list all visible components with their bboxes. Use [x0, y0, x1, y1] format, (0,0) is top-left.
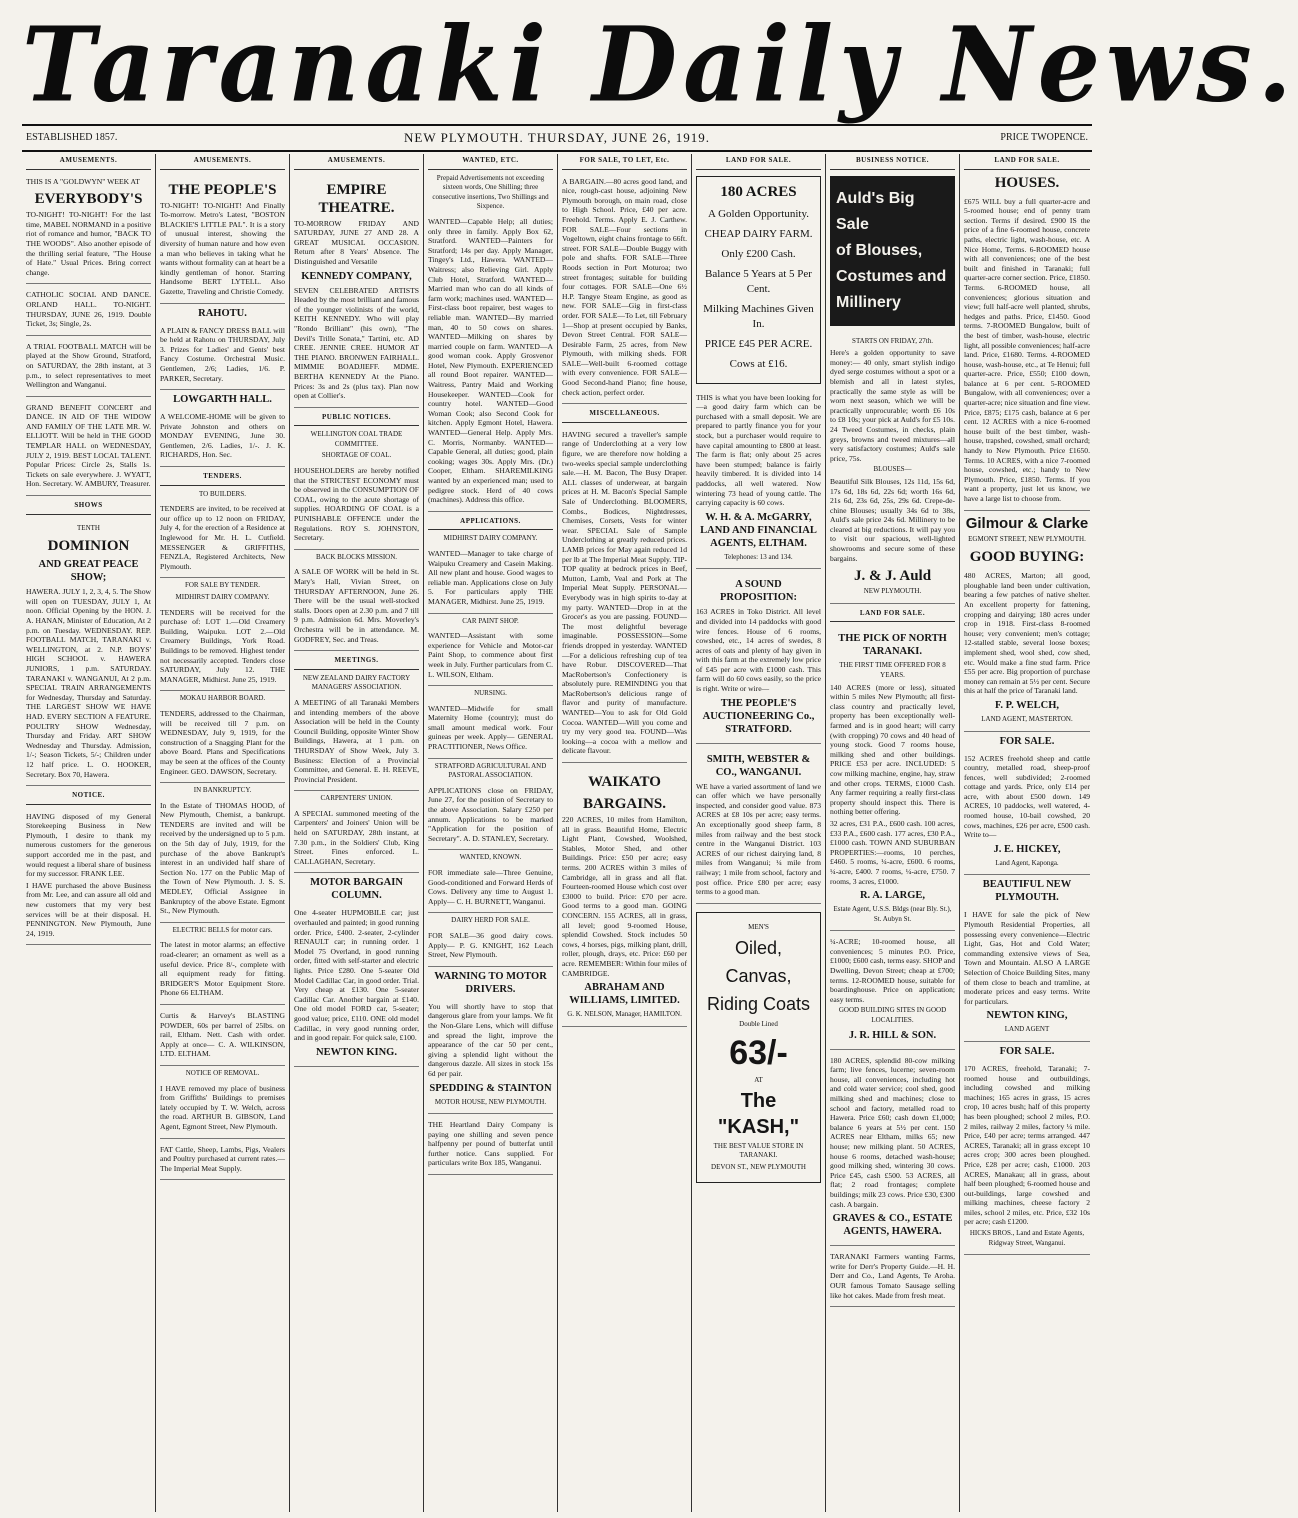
coal-ad	[294, 463, 419, 550]
spedding-title: SPEDDING & STAINTON	[429, 1082, 552, 1094]
estate-text: Estate Agent, U.S.S. Bldgs (near Bly. St.), St. Aubyn St.	[833, 905, 952, 923]
column-7	[826, 154, 960, 1512]
ad-text: I HAVE for sale the pick of New Plymouth Residential Properties, all possessing every convenience—Electric Light, Gas, Hot and Cold Water; commanding extensive views of Sea, Town and Mountain. ALSO A LARGE Selection of Choice Building Sites, many of them close to beach and tramline, at moderate prices and easy terms. Write for particulars.	[964, 910, 1090, 1006]
notice-ad	[26, 809, 151, 946]
column-5	[558, 154, 692, 1512]
newton-king-title: NEWTON KING,	[986, 1010, 1068, 1022]
pick-north-ad	[830, 626, 955, 931]
ad-text: CATHOLIC SOCIAL AND DANCE. ORLAND HALL. TO-NIGHT. THURSDAY, JUNE 26, 1919. Double Ticket, 3s; Single, 2s.	[26, 290, 151, 329]
carpenters-ad	[294, 806, 419, 874]
section-header: TENDERS.	[160, 470, 285, 486]
milking-text: Milking Machines Given In.	[703, 302, 814, 330]
herds-ad	[428, 865, 553, 913]
section-title: STRATFORD AGRICULTURAL AND PASTORAL ASSOCIATION.	[434, 761, 547, 780]
double-text: Double Lined	[739, 1020, 778, 1029]
ad-text: FOR immediate sale—Three Genuine, Good-conditioned and Forward Herds of Cows. Delivery any time to August 1. Apply— C. H. BURNETT, Wanganui.	[428, 868, 553, 906]
dominion-title: DOMINION	[47, 538, 130, 555]
peoples-title: THE PEOPLE'S	[168, 181, 277, 198]
heartland-ad	[428, 1117, 553, 1175]
column-8	[960, 154, 1094, 1512]
ad-text: A TRIAL FOOTBALL MATCH will be played at the Show Ground, Stratford, on SATURDAY, the 28th instant, at 3 p.m., to select representatives to meet Wellington and Wanganui.	[26, 341, 151, 390]
cheap-text: CHEAP DAIRY FARM.	[704, 227, 813, 240]
hicks-text: HICKS BROS., Land and Estate Agents, Ridgway Street, Wanganui.	[969, 1229, 1085, 1247]
ad-text: 140 ACRES (more or less), situated within 5 miles New Plymouth; all first-class country and practically level, property has been exceptionally well-farmed and is in good heart; will carry (with cropping) 70 cows and 40 head of young stock. Good 7 rooms house, milking shed and other buildings. PRICE £53 per acre. INCLUDED: 5 cow milking machine, engine, hay, straw and other crops. TERMS, £1000 Cash. Any farmer requiring a really first-class property should inspect this. There is nothing better offering.	[830, 682, 955, 817]
column-6	[692, 154, 826, 1512]
ad-text: In the Estate of THOMAS HOOD, of New Plymouth, Chemist, a bankrupt. TENDERS are invited and will be received by the undersigned up to 5 p.m. on the 5th day of July, 1919, for the purchase of the above Bankrupt's interest in an undivided half share of Section No. 177 on the Public Map of the Town of New Plymouth. J. S. S. MEDLEY, Official Assignee in Bankruptcy of the above Estate. Egmont St., New Plymouth.	[160, 800, 285, 916]
dateline	[22, 128, 1092, 148]
oiled-text: Oiled,	[734, 938, 783, 959]
column-4	[424, 154, 558, 1512]
for-sale-list	[562, 174, 687, 405]
ad-text: TO-NIGHT! TO-NIGHT! For the last time, MABEL NORMAND in a positive riot of romance and humor, "BACK TO THE WOODS". Also another episode of the thrilling serial feature, "The House of Hate." Usual Prices. Bring correct change.	[26, 210, 151, 277]
np-text: NEW PLYMOUTH.	[863, 587, 922, 596]
section-title: IN BANKRUPTCY.	[193, 786, 252, 795]
section-title: NURSING.	[474, 689, 507, 698]
ad-text: 170 ACRES, freehold, Taranaki; 7-roomed house and outbuildings, including cowshed and milking machines; 165 acres in grass, 15 acres crop, 10 acres bush; half of this property has been ploughed; school 2 miles, P.O. 2 miles, railway 2 miles, factory ¼ mile. Price, £40 per acre; terms arranged. 447 ACRES, Taranaki; all in grass except 10 acres crop; 300 acres been ploughed. Price, £28 per acre; cash, £1000. 203 ACRES, Manakau; all in grass, about half been ploughed; 6-roomed house and out-buildings, large cowshed and milking machines, cheese factory 2 miles, school 2 miles, etc. Price, £32 10s per acre; cash £1200.	[964, 1063, 1090, 1227]
abraham-title: ABRAHAM AND WILLIAMS, LIMITED.	[569, 982, 680, 1007]
midhirst-manager-ad	[428, 546, 553, 614]
welch-title: F. P. WELCH,	[994, 699, 1060, 711]
egmont-text: EGMONT STREET, NEW PLYMOUTH.	[968, 534, 1086, 543]
ad-text: FAT Cattle, Sheep, Lambs, Pigs, Vealers and Poultry purchased at current rates.—The Imperial Meat Supply.	[160, 1144, 285, 1173]
ad-text: TENDERS, addressed to the Chairman, will be received till 7 p.m. on WEDNESDAY, July 9, 1919, for the construction of a Snagging Plant for the above Board. Plans and Specifications may be seen at the offices of the County Engineer. GEO. DAWSON, Secretary.	[160, 708, 285, 776]
established-text: ESTABLISHED 1857.	[26, 132, 118, 143]
ad-text: A PLAIN & FANCY DRESS BALL will be held at Rahotu on THURSDAY, July 3. Prizes for Ladies' and Gents' best Fancy Costume. Orchestral Music. Gentlemen, 2/6; Ladies, 1/6. P. PARKER, Secretary.	[160, 325, 285, 383]
balance-text: Balance 5 Years at 5 Per Cent.	[705, 267, 812, 295]
mens-text: MEN'S	[748, 922, 769, 931]
large-title: R. A. LARGE,	[859, 890, 926, 902]
banner-line: of Blouses,	[836, 241, 923, 259]
peoples-ad	[160, 174, 285, 304]
column-3	[290, 154, 424, 1512]
kash-title: The "KASH,"	[717, 1089, 800, 1138]
gilmour-title: Gilmour & Clarke	[965, 514, 1089, 532]
ad-text: HAVING disposed of my General Storekeeping Business in New Plymouth, I desire to thank my numerous customers for the generous support accorded me in the past, and would request a liberal share of business for my successor. FRANK LEE.	[26, 811, 151, 879]
section-header: NOTICE.	[26, 789, 151, 805]
section-header: SHOWS	[26, 499, 151, 515]
misc-list	[562, 427, 687, 763]
banner-line: Auld's Big Sale	[836, 189, 915, 233]
blasting-ad	[160, 1008, 285, 1066]
acres-box	[696, 176, 821, 384]
section-title: MOKAU HARBOR BOARD.	[179, 694, 266, 703]
building-sites-text: GOOD BUILDING SITES IN GOOD LOCALITIES.	[838, 1006, 947, 1025]
auld-sale-banner	[830, 176, 955, 326]
builders-ad	[160, 501, 285, 578]
section-header: MISCELLANEOUS.	[562, 407, 687, 423]
section-title: MIDHIRST DAIRY COMPANY.	[443, 534, 538, 543]
mission-ad	[294, 564, 419, 651]
paint-shop-ad	[428, 628, 553, 686]
ad-text: A SPECIAL summoned meeting of the Carpenters' and Joiners' Union will be held on SATURDAY, 28th instant, at 7.30 p.m., in the Soldiers' Club, King Street. Fines enforced. L. CALLAGHAN, Secretary.	[294, 808, 419, 866]
section-title: DAIRY HERD FOR SALE.	[451, 916, 530, 925]
ad-text: APPLICATIONS close on FRIDAY, June 27, for the position of Secretary to the above Association. Salary £250 per annum. Applications to be marked "Application for the position of Secretary". A. D. STANLEY, Secretary.	[428, 785, 553, 843]
canvas-text: Canvas,	[725, 966, 792, 987]
manager-text: G. K. NELSON, Manager, HAMILTON.	[567, 1010, 682, 1019]
ad-text: 480 ACRES, Marton; all good, ploughable land been under cultivation, bearing a few patches of native shelter. An excellent property for fattening, cropping and dairying; 180 acres under crop in 1918. First-class 8-roomed house; very convenient; men's cottage; 12-stalled stable, several loose boxes; implement shed, wool shed, cow shed, etc. Would make a fine stud farm. Price £55 per acre. Big proportion of purchase money can remain at 5½ per cent. Secure this at half the price of Taranaki land.	[964, 571, 1090, 696]
section-title: ELECTRIC BELLS for motor cars.	[172, 925, 273, 934]
benefit-concert-ad	[26, 400, 151, 496]
riding-text: Riding Coats	[706, 994, 811, 1015]
graves-ad	[830, 1053, 955, 1247]
ad-text: THIS is what you have been looking for—a good dairy farm which can be purchased with a small deposit. We are prepared to partly finance you for your stock, but a purchaser would require to have capital amounting to £800 at least. The farm is flat; only about 25 acres have been stumped; balance is fairly heavily timbered. It is divided into 14 paddocks, all well watered. Now wintering 73 head of young cattle. The carrying capacity is 60 cows.	[696, 392, 821, 508]
dairy-herd-ad	[428, 928, 553, 967]
ad-text: £675 WILL buy a full quarter-acre and 5-roomed house; end of penny tram section. Terms if desired. £900 IS the price of a fine 6-roomed house, concrete paths, electric light, wash-house, etc. A Nice Home, Terms. 6-ROOMED house with all conveniences; one of the best built and finished in Taranaki; full quarter-acre corner section. Price, £1850. Terms. 6-ROOMED house, all conveniences; glorious situation and view; full half-acre well planted, shrubs, hedges and paths. Price, £1450. Good terms. 7-ROOMED Bungalow, built of the best of timber, wash-house, electric light, all possible conveniences; half-acre land. Price, £1680. Terms. 4-ROOMED house, wash-house, etc., at Te Henui; full quarter-acre. Price, £550; £100 down, balance at 6 per cent. 5-ROOMED Bungalow, with all conveniences; over a quarter-acre; nice situation and fine view. Price, £875; £175 cash, balance at 6 per cent. 12 ACRES with a nice 6-roomed house built of the best timber, wash-house, trapshed, cowshed, small orchard; handy to New Plymouth. Price £1650. Terms. 10 ACRES, with a nice 7-roomed house, cowshed, etc.; handy to New Plymouth. Price, £1850. Terms. If you want a property, just let us know, we have a large list to choose from.	[964, 196, 1090, 503]
ad-text: ¼-ACRE; 10-roomed house, all conveniences; 5 minutes P.O. Price, £1000; £600 cash, terms easy. SHOP and Dwelling, Devon Street; cheap at £700; terms. 12-ROOMED house, suitable for boardinghouse. Price on application; easy terms.	[830, 937, 955, 1004]
everybodys-ad	[26, 174, 151, 285]
at-text: AT	[754, 1075, 763, 1084]
ad-text: 180 ACRES, splendid 80-cow milking farm; live fences, lucerne; seven-room house, all conveniences, including hot and cold water service; cool shed, good milking shed and machines; close to school and factory, metalled road to Hawera. Price £60; cash down £1,000; balance 6 years at 5½ per cent. 150 ACRES near Eltham, milks 65; new house; new milking plant. 50 ACRES, house 6 rooms, detached wash-house; good milking shed, wintering 30 cows. Price £45, cash £500. 53 ACRES, all flat; 2 road frontages; complete buildings; milk 23 cows. Price £30, £300 cash. A bargain.	[830, 1055, 955, 1209]
price-text: PRICE £45 PER ACRE.	[704, 337, 813, 350]
ad-text: I HAVE removed my place of business from Griffiths' Buildings to premises lately occupied by T. W. Welch, across the road. ARTHUR B. GIBSON, Land Agent, Egmont Street, New Plymouth.	[160, 1083, 285, 1131]
ad-text: TO-NIGHT! TO-NIGHT! And Finally To-morrow. Metro's Latest, "BOSTON BLACKIE'S LITTLE PAL". It is a story of unusual interest, showing the diversity of human nature and how even a man who believes in taking what he wants without formality can at heart be a kindly gentleman of honor. Starring Handsome BERT LYTELL. Also Gazette, Traveling and Christie Comedy.	[160, 200, 285, 296]
first-text: THE FIRST TIME OFFERED FOR 8 YEARS.	[839, 661, 946, 680]
ad-text: A SALE OF WORK will be held in St. Mary's Hall, Vivian Street, on THURSDAY AFTERNOON, June 26. There will be the usual well-stocked stalls. Doors open at 2.30 p.m. and 7 till 9 p.m. Admission 6d. Mrs. Moverley's Orchestra will be in attendance. M. GODFREY, Sec. and Treas.	[294, 567, 419, 644]
smith-webster-ad	[696, 747, 821, 904]
column-header: LAND FOR SALE.	[696, 154, 821, 170]
column-1	[22, 154, 156, 1512]
mcgarry-title: W. H. & A. McGARRY, LAND AND FINANCIAL AGENTS, ELTHAM.	[700, 511, 817, 549]
ad-text: WE have a varied assortment of land we can offer which we have personally inspected, and consider good value. 873 ACRES at £8 10s per acre; easy terms. An exceptionally good sheep farm, 8 miles from railway and the best stock centre in the Wanganui District. 103 ACRES of our richest dairying land, 8 miles from Wanganui; ¼ mile from railway; 1 mile from school, factory and post office. Price £80 per acre; easy terms to a good man.	[696, 781, 821, 897]
section-header: MEETINGS.	[294, 654, 419, 670]
cows-text: Cows at £16.	[729, 357, 788, 370]
bells-ad	[160, 937, 285, 1005]
mokau-ad	[160, 706, 285, 783]
ad-text: GRAND BENEFIT CONCERT and DANCE. IN AID OF THE WIDOW AND FAMILY OF THE LATE MR. W. ELLIOTT. Will be held in THE GOOD TEMPLAR HALL on WEDNESDAY, JULY 2, 1919. BEST LOCAL TALENT. Popular Prices: Circle 2s, Stalls 1s. Tickets on sale everywhere. J. WYATT, Hon. Secretary. W. AMBURY, Treasurer.	[26, 402, 151, 489]
motor-bargain-title: MOTOR BARGAIN COLUMN.	[310, 877, 403, 902]
good-buying-title: GOOD BUYING:	[969, 549, 1085, 566]
bankruptcy-ad	[160, 798, 285, 923]
column-header: BUSINESS NOTICE.	[830, 154, 955, 170]
hill-title: J. R. HILL & SON.	[848, 1029, 937, 1041]
section-title: FOR SALE BY TENDER.	[184, 581, 261, 590]
beautiful-ad	[964, 907, 1090, 1042]
derr-ad	[830, 1249, 955, 1307]
ad-text: HOUSEHOLDERS are hereby notified that the STRICTEST ECONOMY must be observed in the CONSUMPTION OF COAL, owing to the acute shortage of supplies. HOARDING OF COAL is a PUNISHABLE OFFENCE under the Regulations. ROY S. JOHNSTON, Secretary.	[294, 466, 419, 543]
land-agent-text: LAND AGENT	[1004, 1025, 1050, 1034]
ad-text: 163 ACRES in Toko District. All level and divided into 14 paddocks with good wire fences. House of 6 rooms, cowshed, etc., 14 acres of swedes, 8 acres of oats and plenty of hay given in with this farm at the extremely low price of £45 per acre with £1000 cash. This farm will do 60 cows easily, so the price is right. Write or wire—	[696, 607, 821, 694]
hickey-ad	[964, 751, 1090, 876]
dateline-rule	[22, 150, 1092, 152]
wanted-list	[428, 214, 553, 512]
banner-line: Costumes and	[836, 267, 947, 285]
ad-text: 152 ACRES freehold sheep and cattle country, metalled road, sheep-proof fences, well subdivided; 2-roomed cottage and yards. Price, only £14 per acre, with about £500 down. 149 ACRES, 10 paddocks, well watered, 4-roomed house, 10-bail cowshed, 20 cows, machines, £26 per acre, £500 cash. Write to—	[964, 753, 1090, 840]
devon-text: DEVON ST., NEW PLYMOUTH	[711, 1162, 806, 1171]
for-sale-title: FOR SALE.	[999, 1045, 1055, 1057]
banner-line: Millinery	[836, 293, 901, 311]
ad-text: HAVING secured a traveller's sample range of Underclothing at a very low figure, we are therefore now holding a two-weeks special sample underclothing sale.—H. M. Bacon, The Busy Draper. ALL classes of underwear, at bargain prices at H. M. Bacon's Special Sample Sale of Underclothing. BLOOMERS, Combs., Bodices, Nightdresses, Chemises, Corsets, Vests for winter wear. SPECIAL Sale of Sample Underclothing at greatly reduced prices. LAMB prices for May again reduced 1d per lb at The Imperial Meat Supply. TIP-TOP quality at bedrock prices in Beef, Mutton, Lamb, Veal and Pork at The Imperial Meat Supply. PERSONAL—Everybody was in high spirits to-day at my party. WANTED—Drop in at the Grocer's as you are passing. FOUND—The most delightful beverage imaginable. POSSESSION—Some friends dropped in yesterday. WANTED—For a delicious refreshing cup of tea have Robur. DISCOVERED—That MacRobertson's Confectionery is absolutely pure. REMINDING you that MacRobertson's delicious range of flavor and purity of manufacture. WANTED—You to ask for Old Gold Cocoa. WANTED—Will you come and try my very good tea. FOUND—Was looking—a cocoa with a mellow and delicate flavour.	[562, 429, 687, 756]
spedding-subtitle: MOTOR HOUSE, NEW PLYMOUTH.	[434, 1097, 547, 1106]
dairy-managers-ad	[294, 695, 419, 791]
rahotu-ad	[160, 323, 285, 391]
hill-ad	[830, 934, 955, 1049]
empire-title: EMPIRE THEATRE.	[318, 181, 395, 216]
acres-title: 180 ACRES	[720, 183, 797, 200]
midhirst-tender-ad	[160, 605, 285, 692]
ad-text: I HAVE purchased the above Business from Mr. Lee, and can assure all old and new customers that my very best services will be at their disposal. H. PENNINGTON. New Plymouth, June 24, 1919.	[26, 880, 151, 938]
masthead-title: Taranaki Daily News.	[22, 5, 1298, 126]
column-header: AMUSEMENTS.	[294, 154, 419, 170]
jj-auld-title: J. & J. Auld	[853, 568, 932, 585]
golden-text: A Golden Opportunity.	[707, 207, 810, 220]
marton-ad	[964, 568, 1090, 731]
section-title: LOWGARTH HALL.	[173, 394, 272, 406]
column-header: LAND FOR SALE.	[964, 154, 1090, 170]
section-title: TO BUILDERS.	[199, 489, 246, 498]
ad-text: A WELCOME-HOME will be given to Private Johnston and others on MONDAY EVENING, June 30. Gentlemen, 2/6. Ladies, 1/-. J. K. RICHARDS, Hon. Sec.	[160, 412, 285, 460]
ad-text: SEVEN CELEBRATED ARTISTS Headed by the most brilliant and famous of the younger violinists of the world, KEITH KENNEDY. Who will play "Rondo Brilliant" (his own), "The Devil's Trille Sonata," Tartini, etc. AD CREE. JENNIE CREE. HUMOR AT THE PIANO. BRONWEN FAIRHALL. MIMMIE BOADJIEFF. MDME. BERTHA KENNEDY At the Piano. Prices: 3s and 2s (plus tax). Plan now open at Collier's.	[294, 285, 419, 401]
section-title: NEW ZEALAND DAIRY FACTORY MANAGERS' ASSOCIATION.	[302, 673, 411, 692]
ad-text: THE Heartland Dairy Company is paying one shilling and seven pence halfpenny per pound of butterfat until further notice. Cans supplied. For particulars write Box 185, Wanganui.	[428, 1120, 553, 1168]
telephones-text: Telephones: 13 and 134.	[724, 552, 793, 561]
columns	[22, 154, 1094, 1512]
warning-title: WARNING TO MOTOR DRIVERS.	[434, 970, 547, 995]
hicks-ad	[964, 1061, 1090, 1255]
date-text: NEW PLYMOUTH. THURSDAY, JUNE 26, 1919.	[404, 130, 710, 145]
graves-title: GRAVES & CO., ESTATE AGENTS, HAWERA.	[832, 1213, 953, 1238]
fat-cattle-ad	[160, 1142, 285, 1181]
lowgarth-ad	[160, 409, 285, 467]
ad-text: THIS IS A "GOLDWYN" WEEK AT	[26, 176, 140, 186]
houses-title: HOUSES.	[994, 174, 1060, 191]
column-2	[156, 154, 290, 1512]
masthead-rule	[22, 124, 1092, 126]
section-title: CARPENTERS' UNION.	[320, 794, 393, 803]
motor-bargain-ad	[294, 905, 419, 1066]
ad-text: HAWERA. JULY 1, 2, 3, 4, 5. The Show will open on TUESDAY, JULY 1, At noon. Official Opening by the HON. J. A. HANAN, Minister of Education, At 2 p.m. on Tuesday. WEDNESDAY. REP. FOOTBALL MATCH, TARANAKI v. WELLINGTON, at 2. N.P. BOYS' HIGH SCHOOL v. HAWERA JUNIORS, 1 p.m. SATURDAY. TARANAKI v. WANGANUI, At 2 p.m. SPECIAL TRAIN ARRANGEMENTS for Wednesday, Thursday and Saturday. THE LARGEST SHOW WE HAVE HAD. EVERY SECTION A FEATURE. POULTRY SHOW Wednesday, Thursday and Friday. ART SHOW Wednesday and Thursday. Admission, 1/-; Season Tickets, 5/-; Children under 12 half price. L. O. HOOKER, Secretary. Box 70, Hawera.	[26, 587, 151, 779]
blouses-title: BLOUSES—	[873, 465, 912, 474]
section-header: LAND FOR SALE.	[830, 607, 955, 623]
starts-text: STARTS ON FRIDAY, 27th.	[852, 336, 933, 345]
hickey-subtitle: Land Agent, Kaponga.	[995, 858, 1059, 867]
ad-text: Here's a golden opportunity to save money:— 40 only, smart stylish indigo dyed serge costumes without a spot or a blemish and all in latest styles, practically the same style as will be worn next season, which we will be practically unprocurable; worth £6 10s to £8 10s; your pick at Auld's for £5 10s. 24 Tweed Costumes, in checks, plain greys, browns and tweed mixtures—all very satisfactory costumes; Auld's sale price, 75s.	[830, 348, 955, 463]
ad-text: TO-MORROW FRIDAY AND SATURDAY, JUNE 27 AND 28. A GREAT MUSICAL OCCASION. Return after 8 Years' Absence. The Distinguished and Versatile	[294, 218, 419, 266]
column-header: AMUSEMENTS.	[26, 154, 151, 170]
rates-text: Prepaid Advertisements not exceeding sixteen words, One Shilling; three consecutive insertions, Two Shillings and Sixpence.	[432, 173, 549, 211]
ad-text: FOR SALE—36 good dairy cows. Apply— P. G. KNIGHT, 162 Leach Street, New Plymouth.	[428, 930, 553, 960]
bargains-title: BARGAINS.	[583, 796, 666, 813]
coat-price: 63/-	[729, 1033, 788, 1072]
nursing-ad	[428, 701, 553, 759]
waikato-ad	[562, 766, 687, 1027]
waikato-title: WAIKATO	[588, 774, 661, 791]
ad-text: WANTED—Manager to take charge of Waipuku Creamery and Casein Making. All new plant and house. Good wages to reliable man. Applications close on July 5. For particulars apply THE MANAGER, Midhirst. June 25, 1919.	[428, 548, 553, 606]
section-title: MIDHIRST DAIRY COMPANY.	[175, 593, 270, 601]
auctioneering-title: THE PEOPLE'S AUCTIONEERING Co., STRATFORD.	[702, 697, 815, 735]
sound-title: A SOUND PROPOSITION:	[719, 579, 797, 604]
peace-show-ad	[26, 519, 151, 786]
ad-text: TARANAKI Farmers wanting Farms, write for Derr's Property Guide.—H. H. Derr and Co., Land Agents, Te Aroha. OUR famous Tomato Sausage selling like hot cakes. Made from fresh meat.	[830, 1252, 955, 1300]
ad-text: The latest in motor alarms; an effective road-clearer; an ornament as well as a useful device. Price 8/-, complete with all equipment ready for fitting. BRIDGER'S Motor Equipment Store. Phone 66 ELTHAM.	[160, 940, 285, 998]
football-ad	[26, 339, 151, 397]
ad-text: 32 acres, £31 P.A., £600 cash. 100 acres, £33 P.A., £600 cash. 177 acres, £30 P.A., £1000 cash. TOWN AND SUBURBAN PROPERTIES:—rooms, 10 perches, £460. 5 rooms, ¼-acre, £600. 6 rooms, ¼-acre, £400. 7 rooms, ¼-acre, £750. 7 rooms, 3 acres, £1000.	[830, 818, 955, 886]
newton-king-sign: NEWTON KING.	[316, 1046, 397, 1058]
section-title: SHORTAGE OF COAL.	[321, 451, 392, 460]
ad-text: One 4-seater HUPMOBILE car; just overhauled and painted; in good running order. Price, £400. 2-seater, 2-cylinder RENAULT car; in running order. 1 Model 75 Overland, in good running order, fitted with self-starter and electric lights. Price £280. One 5-seater Old Model Cadillac Car, in good order. Trial. Very cheap at £130. One 5-seater Cadillac Car. Another bargain at £140. One old model FORD car, 5-seater; good value; price, £110. ONE old model Cadillac, in very good running order, and in good repair. For quick sale, £100.	[294, 908, 419, 1043]
best-text: THE BEST VALUE STORE IN TARANAKI.	[713, 1141, 804, 1160]
section-title: BACK BLOCKS MISSION.	[315, 552, 398, 561]
pick-title: THE PICK OF NORTH TARANAKI.	[838, 633, 947, 658]
catholic-social-ad	[26, 287, 151, 335]
column-header: AMUSEMENTS.	[160, 154, 285, 170]
section-title: RAHOTU.	[198, 307, 247, 319]
column-header: WANTED, ETC.	[428, 154, 553, 170]
welch-subtitle: LAND AGENT, MASTERTON.	[981, 714, 1073, 723]
ad-text: WANTED—Assistant with some experience for Vehicle and Motor-car Paint Shop, to commence about first week in July. Further particulars from C. L. WILSON, Eltham.	[428, 631, 553, 679]
everybodys-title: EVERYBODY'S	[34, 191, 143, 208]
ad-text: TENDERS will be received for the purchase of: LOT 1.—Old Creamery Building, Waipuku. LOT 2.—Old Creamery Buildings, York Road. Buildings to be removed. Highest tender not necessarily accepted. Tenders close SATURDAY, July 12. THE MANAGER, Midhirst. June 25, 1919.	[160, 607, 285, 684]
stratford-ad	[428, 783, 553, 851]
ad-text: WANTED—Capable Help; all duties; only three in family. Apply Box 62, Stratford. WANTED—Painters for Stratford; 14s per day. Apply Manager, Tingey's Ltd., Hawera. WANTED—Waitress; also Relieving Girl. Apply Club Hotel, Stratford. WANTED—Married man who can do all kinds of farm work; machines used. WANTED—First-class boot repairer, best wages to reliable man. WANTED—By married man, 40 to 50 cows on shares. WANTED—Milking on shares by married couple on farm. WANTED—A good woman cook. Apply Grosvenor Hotel, New Plymouth. EXPERIENCED all round Boot repairer. WANTED—Waitress, Pantry Maid and Working Housekeeper. WANTED—Cook for country hotel. WANTED—Good Woman Cook; also Second Cook for kitchen. Apply Egmont Hotel, Hawera. WANTED—General Help. Apply Mrs. C. Morris, Normanby. WANTED—Capable General, all duties; good, plain cooking; wages 30s. Apply Mrs. (Dr.) Cooper, Eltham. SHAREMILKING wanted by an experienced man; used to pedigree stock. Herd of 40 cows (machines). Address this office.	[428, 216, 553, 505]
ad-text: TENDERS are invited, to be received at our office up to 12 noon on FRIDAY, July 4, for the erection of a Residence at Inglewood for Mr. H. L. Cutfield. MESSENGER & GRIFFITHS, FENZLA, Registered Architects, New Plymouth.	[160, 504, 285, 571]
ad-text: WANTED—Midwife for small Maternity Home (country); must do small amount medical work. Four guineas per week. Apply— GENERAL PRACTITIONER, News Office.	[428, 703, 553, 752]
hickey-title: J. E. HICKEY,	[993, 843, 1061, 855]
for-sale-title: FOR SALE.	[999, 735, 1055, 747]
houses-list	[964, 194, 1090, 511]
ad-text: Beautiful Silk Blouses, 12s 11d, 15s 6d, 17s 6d, 18s 6d, 22s 6d; worth 16s 6d, 21s 6d, 23s 6d, 25s, 29s 6d. Crepe-de-chine Blouses; usually 34s 6d to 38s, Auld's sale price 24s 6d. Millinery to be cleared at big reductions. It will pay you to visit our spacious, well-lighted showrooms and secure some of these bargains.	[830, 476, 955, 563]
section-header: APPLICATIONS.	[428, 515, 553, 531]
section-title: CAR PAINT SHOP.	[462, 616, 519, 625]
dairy-farm-ad	[696, 390, 821, 570]
tenth-text: TENTH	[77, 523, 100, 532]
smith-title: SMITH, WEBSTER & CO., WANGANUI.	[706, 753, 811, 778]
warning-ad	[428, 999, 553, 1114]
empire-theatre-ad	[294, 174, 419, 408]
column-header: FOR SALE, TO LET, Etc.	[562, 154, 687, 170]
riding-coats-ad	[696, 912, 821, 1184]
peace-show-title: AND GREAT PEACE SHOW;	[38, 559, 139, 584]
section-title: WELLINGTON COAL TRADE COMMITTEE.	[310, 430, 403, 448]
ad-text: A BARGAIN.—80 acres good land, and nice, rough-cast house, adjoining New Plymouth borough, on main road, close to High School. Price, £40 per acre. Freehold. Terms. Apply E. J. Carthew. FOR SALE—Four sections in Vogeltown, eight chains frontage to 66ft. street. FOR SALE—Double Buggy with pole and shafts. FOR SALE—Three Roods section in Port Moturoa; two street frontages; suitable for building four cottages. FOR SALE—One 6½ H.P. Tangye Steam Engine, as good as new. FOR SALE—Gig in first-class order. FOR SALE—To Let, till February 1—Shop at present occupied by Banks, Devon Street Central. FOR SALE—Desirable Farm, 25 acres, from New Plymouth, with milking sheds. FOR SALE—Well-built 6-roomed cottage with every convenience. FOR SALE—Good Second-hand Piano; fine house, check action, perfect order.	[562, 176, 687, 397]
ad-text: Curtis & Harvey's BLASTING POWDER, 60s per barrel of 25lbs. on rail, Eltham. Nett. Cash with order. Apply at once— C. A. WILKINSON, LTD. ELTHAM.	[160, 1010, 285, 1059]
section-title: NOTICE OF REMOVAL.	[185, 1068, 260, 1077]
beautiful-title: BEAUTIFUL NEW PLYMOUTH.	[982, 879, 1072, 904]
auld-sale-ad	[830, 332, 955, 604]
ad-text: You will shortly have to stop that dangerous glare from your lamps. We fit the Non-Glare Lens, which will diffuse and spread the light, improve the appearance of the car 50 per cent., giving a splendid light without the dangerous dazzle. All sizes in stock 15s 6d per pair.	[428, 1001, 553, 1078]
sound-proposition-ad	[696, 572, 821, 743]
price-text: PRICE TWOPENCE.	[1000, 132, 1088, 143]
kennedy-title: KENNEDY COMPANY,	[301, 270, 412, 282]
removal-ad	[160, 1081, 285, 1139]
section-header: PUBLIC NOTICES.	[294, 411, 419, 427]
ad-text: 220 ACRES, 10 miles from Hamilton, all in grass. Beautiful Home, Electric Light Plant, Cowshed, Woolshed, Stables, Motor Shed, and other Buildings. Price: £50 per acre; easy terms. 200 ACRES within 3 miles of Cambridge, all in grass and all flat. Fourteen-roomed House which cost over £3000 to build. Price: £70 per acre. Good terms to a good man. GOING CONCERN. 155 ACRES, all in grass, all level; good 9-roomed House, splendid Cowshed. Stock includes 50 cows, 4 horses, pigs, milking plant, drill, roller, plough, drays, etc. Price: £60 per acre. REMEMBER: Within four miles of CAMBRIDGE.	[562, 815, 687, 978]
section-title: WANTED, KNOWN.	[459, 853, 522, 862]
ad-text: A MEETING of all Taranaki Members and intending members of the above Association will be held in the County Council Building, opposite Winter Show Buildings, Hawera, at 1 p.m. on THURSDAY of Show Week, July 3. Business: Election of a Provincial Committee, and General. E. H. REEVE, Provincial President.	[294, 697, 419, 784]
only-text: Only £200 Cash.	[721, 247, 796, 260]
